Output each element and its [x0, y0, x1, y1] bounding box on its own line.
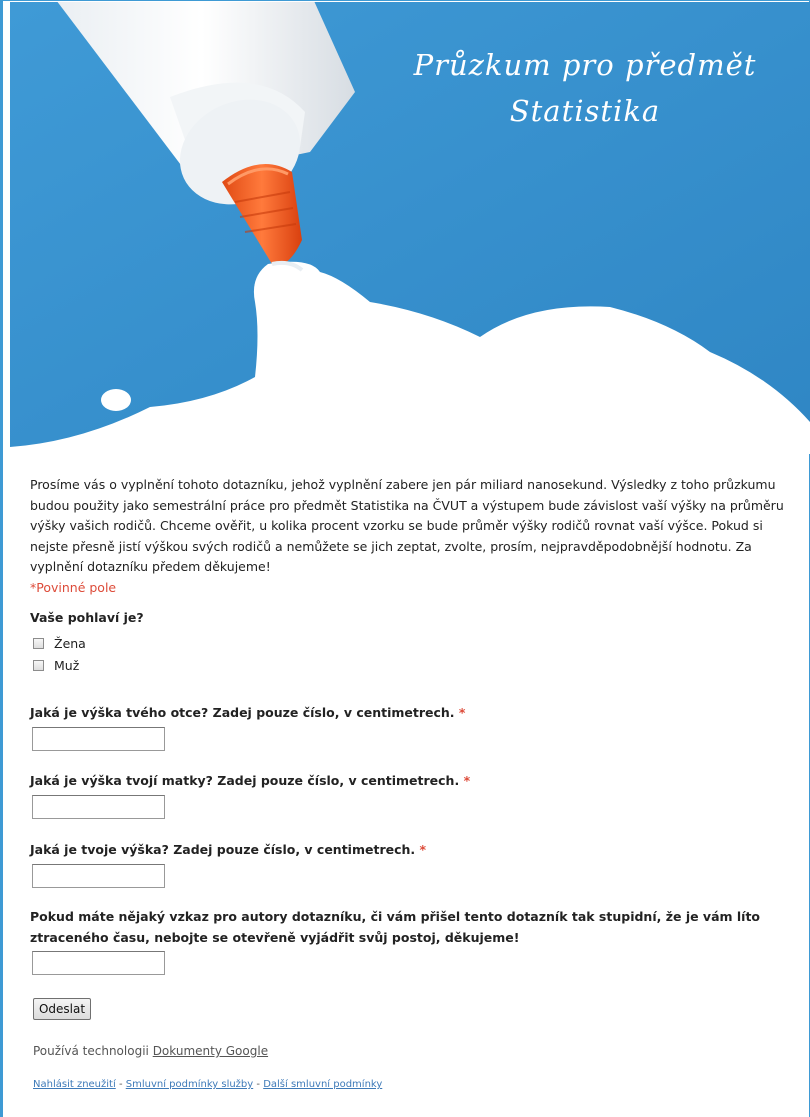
form-content — [30, 475, 790, 1090]
question-father-label — [30, 703, 790, 724]
required-note: *Povinné pole — [30, 579, 117, 595]
message-input[interactable] — [32, 951, 165, 975]
report-abuse-link[interactable]: Nahlásit zneužití — [33, 1079, 116, 1090]
option-zena-label: Žena — [54, 636, 86, 651]
question-mother-height — [30, 771, 790, 819]
powered-by — [33, 1044, 268, 1058]
father-height-input[interactable] — [32, 727, 165, 751]
google-docs-link[interactable]: Dokumenty Google — [152, 1044, 269, 1058]
powered-by-text: Používá technologii — [33, 1044, 149, 1058]
question-father-height — [30, 703, 790, 751]
question-mother-label — [30, 771, 790, 792]
submit-button[interactable]: Odeslat — [33, 998, 91, 1020]
question-father-text: Jaká je výška tvého otce? Zadej pouze číslo, v centimetrech. — [30, 705, 455, 720]
footer-separator: - — [118, 1079, 123, 1090]
required-star: * — [463, 773, 471, 788]
header-image — [10, 2, 810, 454]
question-message — [30, 907, 790, 975]
own-height-input[interactable] — [32, 864, 165, 888]
question-self-text: Jaká je tvoje výška? Zadej pouze číslo, v centimetrech. — [30, 842, 416, 857]
form-title-line1: Průzkum pro předmět — [413, 48, 757, 82]
form-title-line2: Statistika — [509, 94, 661, 128]
question-message-label: Pokud máte nějaký vzkaz pro autory dotazníku, či vám přišel tento dotazník tak stupidní, že je vám líto ztraceného času, nebojte se otevřeně vyjádřit svůj postoj, děkujeme! — [30, 909, 761, 945]
form-description: Prosíme vás o vyplnění tohoto dotazníku, jehož vyplnění zabere jen pár miliard nanosekund. Výsledky z toho průzkumu budou použity jako semestrální práce pro předmět Statistika na ČVUT a výstupem bude závislost vaší výšky na průměru výšky vašich rodičů. Chceme ověřit, u kolika procent vzorku se bude průměr výšky rodičů rovnat vaší výšce. Pokud si nejste přesně jistí výškou svých rodičů a nemůžete se jich zeptat, zvolte, prosím, nejpravděpodobnější hodnotu. Za vyplnění dotazníku předem děkujeme! — [30, 477, 784, 574]
checkbox-zena[interactable] — [33, 638, 44, 649]
form-title — [405, 42, 765, 134]
other-terms-link[interactable]: Další smluvní podmínky — [263, 1079, 383, 1090]
required-star: * — [458, 705, 466, 720]
required-star: * — [419, 842, 427, 857]
footer-separator: - — [256, 1079, 260, 1090]
option-zena[interactable] — [33, 633, 790, 655]
option-muz-label: Muž — [54, 658, 80, 673]
checkbox-muz[interactable] — [33, 660, 44, 671]
question-gender — [30, 608, 790, 677]
option-muz[interactable] — [33, 655, 790, 677]
mother-height-input[interactable] — [32, 795, 165, 819]
question-self-label — [30, 840, 790, 861]
question-own-height — [30, 840, 790, 888]
terms-of-service-link[interactable]: Smluvní podmínky služby — [125, 1079, 254, 1090]
question-gender-label: Vaše pohlaví je? — [30, 610, 144, 625]
question-mother-text: Jaká je výška tvojí matky? Zadej pouze číslo, v centimetrech. — [30, 773, 460, 788]
footer-links — [33, 1079, 382, 1090]
